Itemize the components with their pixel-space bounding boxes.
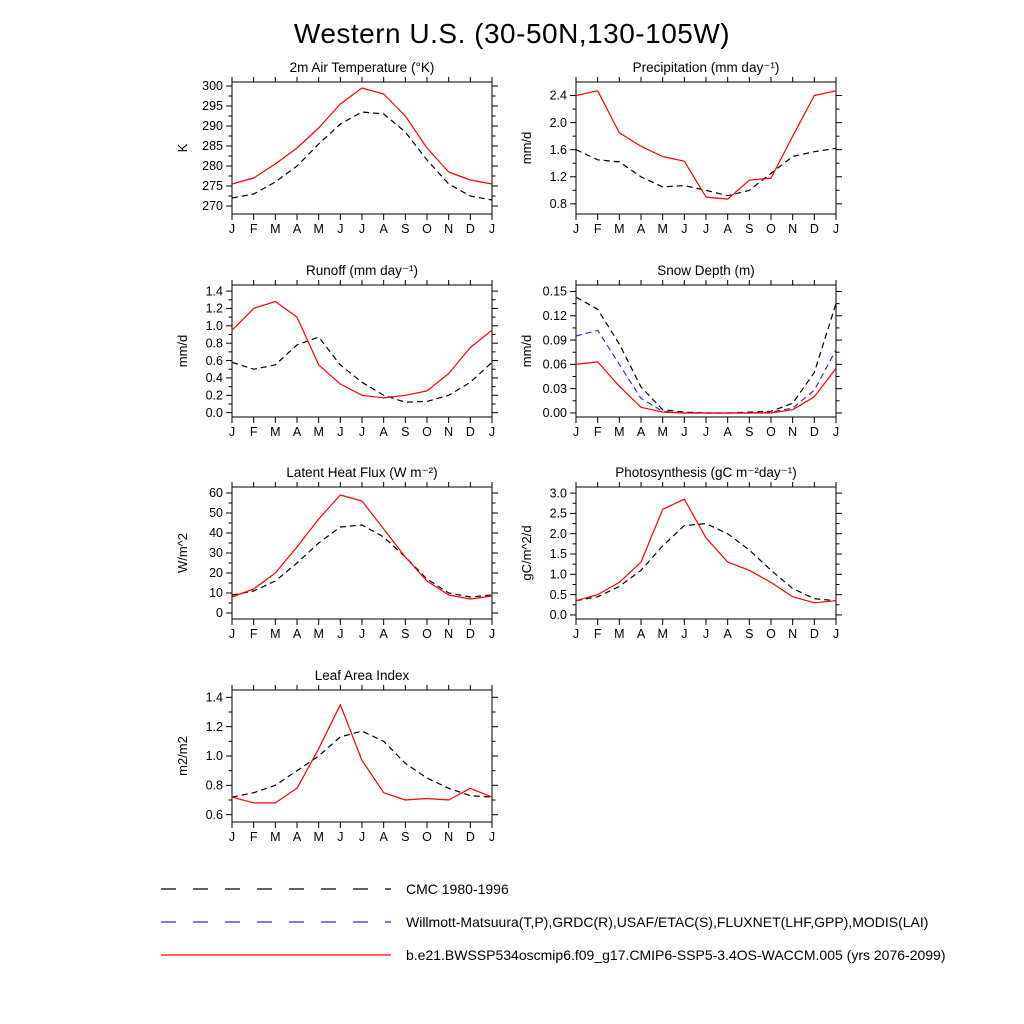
y-axis-label: m2/m2 [175,736,190,776]
x-tick-label: S [401,830,410,844]
y-tick-label: 2.5 [549,506,567,521]
y-tick-label: 0.0 [549,608,567,623]
y-tick-label: 1.0 [205,749,223,764]
chart-title: Precipitation (mm day⁻¹) [632,60,780,75]
x-tick-label: O [422,222,432,236]
x-tick-label: M [313,830,324,844]
x-tick-label: O [766,627,776,641]
y-tick-label: 30 [209,546,223,561]
x-tick-label: N [444,830,454,844]
y-tick-label: 3.0 [549,486,567,501]
x-tick-label: J [702,222,710,236]
series-line [576,148,836,195]
x-tick-label: O [422,627,432,641]
x-tick-label: D [809,627,819,641]
y-tick-label: 0.06 [542,357,567,372]
x-tick-label: M [614,222,625,236]
x-tick-label: A [292,425,302,439]
x-tick-label: J [702,425,710,439]
x-tick-label: J [228,222,236,236]
x-tick-label: M [313,222,324,236]
y-tick-label: 1.6 [549,142,567,157]
x-tick-label: M [657,222,668,236]
x-tick-label: A [636,425,646,439]
x-tick-label: S [401,222,410,236]
plot-frame [232,487,492,619]
x-tick-label: J [488,627,496,641]
chart-2m-air-temperature-k [175,60,498,236]
legend-item-cmc [160,872,1000,905]
x-tick-label: J [681,627,688,641]
x-tick-label: A [379,222,388,236]
x-tick-label: N [444,425,454,439]
x-tick-label: M [270,830,281,844]
chart-leaf-area-index [175,668,498,844]
plot-frame [576,82,836,214]
x-tick-label: A [723,425,732,439]
y-tick-label: 2.0 [549,115,567,130]
y-tick-label: 270 [202,199,223,214]
x-tick-label: F [249,222,258,236]
x-tick-label: A [636,222,646,236]
legend-item-obs-blend [160,905,1000,938]
y-tick-label: 300 [202,79,223,94]
series-line [232,731,492,797]
x-tick-label: S [745,425,754,439]
y-tick-label: 290 [202,119,223,134]
x-tick-label: J [228,425,236,439]
series-line [232,705,492,803]
x-tick-label: A [292,830,302,844]
x-tick-label: A [379,830,388,844]
x-tick-label: O [422,830,432,844]
x-tick-label: J [832,627,840,641]
x-tick-label: N [444,627,454,641]
legend-line-red-solid-icon [160,950,392,960]
legend-item-model [160,938,1000,971]
y-tick-label: 1.2 [205,719,223,734]
x-tick-label: N [788,425,798,439]
x-tick-label: J [228,830,236,844]
x-tick-label: A [292,627,302,641]
series-line [232,88,492,184]
series-line [576,91,836,199]
x-tick-label: M [614,627,625,641]
x-tick-label: J [681,222,688,236]
y-tick-label: 0 [216,606,223,621]
chart-title: Latent Heat Flux (W m⁻²) [286,465,438,480]
x-tick-label: F [249,425,258,439]
x-tick-label: J [337,222,344,236]
y-tick-label: 2.0 [549,526,567,541]
y-tick-label: 0.09 [542,333,567,348]
y-tick-label: 0.8 [205,336,223,351]
y-tick-label: 1.2 [205,301,223,316]
y-axis-label: mm/d [175,334,190,368]
x-tick-label: J [358,222,366,236]
chart-title: Snow Depth (m) [657,263,755,278]
x-tick-label: A [723,222,732,236]
y-tick-label: 50 [209,506,223,521]
y-tick-label: 1.4 [205,284,223,299]
series-line [576,499,836,603]
x-tick-label: J [488,222,496,236]
x-tick-label: N [444,222,454,236]
x-tick-label: M [270,222,281,236]
chart-title: Runoff (mm day⁻¹) [306,263,418,278]
series-line [576,297,836,413]
y-tick-label: 0.4 [205,371,223,386]
chart-photosynthesis-gc-m-day [519,465,842,641]
chart-latent-heat-flux-w-m [175,465,498,641]
x-tick-label: S [401,425,410,439]
chart-runoff-mm-day [175,263,498,439]
x-tick-label: J [702,627,710,641]
x-tick-label: S [401,627,410,641]
x-tick-label: A [723,627,732,641]
x-tick-label: D [809,425,819,439]
figure-title: Western U.S. (30-50N,130-105W) [293,18,731,49]
x-tick-label: J [337,425,344,439]
x-tick-label: O [766,425,776,439]
x-tick-label: A [636,627,646,641]
y-tick-label: 0.12 [542,308,567,323]
y-tick-label: 0.5 [549,587,567,602]
x-tick-label: D [465,830,475,844]
x-tick-label: F [249,627,258,641]
y-tick-label: 0.6 [205,807,223,822]
series-line [576,362,836,413]
x-tick-label: D [465,627,475,641]
legend-line-black-dashed-icon [160,884,392,894]
chart-precipitation-mm-day [519,60,842,236]
y-tick-label: 20 [209,566,223,581]
x-tick-label: M [657,627,668,641]
y-tick-label: 1.2 [549,169,567,184]
x-tick-label: D [465,222,475,236]
x-tick-label: M [313,627,324,641]
y-tick-label: 285 [202,139,223,154]
y-tick-label: 1.4 [205,690,223,705]
x-tick-label: J [572,425,580,439]
x-tick-label: M [270,627,281,641]
x-tick-label: F [593,222,602,236]
x-tick-label: A [379,627,388,641]
series-line [232,302,492,398]
x-tick-label: J [572,627,580,641]
series-line [232,525,492,597]
legend-line-blue-dashed-icon [160,917,392,927]
x-tick-label: J [228,627,236,641]
x-tick-label: F [249,830,258,844]
y-axis-label: W/m^2 [175,532,190,574]
legend-label-model: b.e21.BWSSP534oscmip6.f09_g17.CMIP6-SSP5-3.4OS-WACCM.005 (yrs 2076-2099) [406,946,946,963]
y-tick-label: 0.8 [549,197,567,212]
x-tick-label: M [657,425,668,439]
x-tick-label: A [379,425,388,439]
x-tick-label: J [572,222,580,236]
chart-title: Leaf Area Index [314,668,410,683]
y-axis-label: K [175,143,190,153]
plot-frame [232,285,492,417]
y-tick-label: 0.00 [542,406,567,421]
legend-label-obs-blend: Willmott-Matsuura(T,P),GRDC(R),USAF/ETAC(S),FLUXNET(LHF,GPP),MODIS(LAI) [406,913,929,930]
x-tick-label: J [337,627,344,641]
x-tick-label: N [788,627,798,641]
plot-frame [232,690,492,822]
y-axis-label: mm/d [519,131,534,165]
x-tick-label: O [422,425,432,439]
x-tick-label: M [270,425,281,439]
y-tick-label: 0.2 [205,388,223,403]
x-tick-label: J [488,830,496,844]
x-tick-label: J [832,425,840,439]
x-tick-label: D [465,425,475,439]
x-tick-label: F [593,425,602,439]
x-tick-label: S [745,222,754,236]
y-tick-label: 40 [209,526,223,541]
x-tick-label: J [358,627,366,641]
x-tick-label: J [337,830,344,844]
series-line [232,337,492,402]
x-tick-label: J [358,830,366,844]
y-axis-label: gC/m^2/d [519,525,534,581]
y-tick-label: 1.0 [205,319,223,334]
plot-frame [232,82,492,214]
x-tick-label: J [681,425,688,439]
y-tick-label: 280 [202,159,223,174]
series-line [232,112,492,200]
x-tick-label: N [788,222,798,236]
y-tick-label: 0.03 [542,381,567,396]
y-tick-label: 0.15 [542,284,567,299]
x-tick-label: S [745,627,754,641]
y-tick-label: 0.6 [205,353,223,368]
series-line [576,330,836,413]
legend-label-cmc: CMC 1980-1996 [406,880,509,897]
x-tick-label: J [358,425,366,439]
x-tick-label: J [488,425,496,439]
x-tick-label: M [614,425,625,439]
y-tick-label: 295 [202,99,223,114]
y-tick-label: 1.0 [549,567,567,582]
y-axis-label: mm/d [519,334,534,368]
y-tick-label: 0.0 [205,405,223,420]
x-tick-label: J [832,222,840,236]
chart-title: 2m Air Temperature (°K) [289,60,435,75]
x-tick-label: M [313,425,324,439]
x-tick-label: A [292,222,302,236]
x-tick-label: O [766,222,776,236]
y-tick-label: 1.5 [549,547,567,562]
chart-snow-depth-m [519,263,842,439]
y-tick-label: 275 [202,179,223,194]
chart-title: Photosynthesis (gC m⁻²day⁻¹) [615,465,797,480]
y-tick-label: 0.8 [205,778,223,793]
series-line [576,524,836,601]
y-tick-label: 2.4 [549,88,567,103]
x-tick-label: F [593,627,602,641]
x-tick-label: D [809,222,819,236]
y-tick-label: 10 [209,586,223,601]
legend [160,872,1000,971]
y-tick-label: 60 [209,486,223,501]
plot-frame [576,487,836,619]
